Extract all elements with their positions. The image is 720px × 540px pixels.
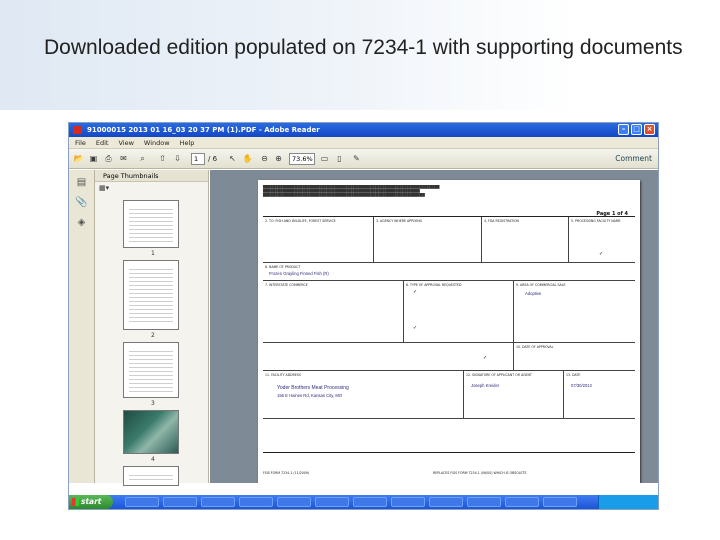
select-tool-icon[interactable]: ↖	[229, 154, 236, 163]
thumbnails-options-icon[interactable]: ▦▾	[99, 184, 110, 192]
thumbnails-header	[95, 170, 208, 182]
zoom-in-icon[interactable]: ⊕	[275, 154, 282, 163]
windows-taskbar	[69, 495, 659, 509]
thumbnail-page-number: 3	[151, 400, 155, 407]
menu-bar	[69, 137, 658, 149]
handwritten-facility: Yoder Brothers Meat Processing	[277, 385, 349, 391]
taskbar-item[interactable]	[429, 497, 463, 507]
page-thumbnails-panel	[95, 170, 209, 483]
close-button[interactable]: ×	[644, 124, 655, 135]
form-row	[263, 281, 635, 343]
comment-button[interactable]: Comment	[615, 154, 652, 163]
field-label: 2. TO: FISH AND WILDLIFE, FOREST SERVICE	[265, 219, 336, 223]
thumbnail-page[interactable]	[123, 200, 179, 248]
menu-edit[interactable]: Edit	[95, 139, 109, 147]
taskbar-item[interactable]	[391, 497, 425, 507]
print-icon[interactable]: ⎙	[105, 154, 112, 163]
field-label: 12. SIGNATURE OF APPLICANT OR AGENT	[466, 373, 532, 377]
fit-width-icon[interactable]: ▯	[337, 154, 342, 163]
taskbar-item[interactable]	[505, 497, 539, 507]
pages-icon[interactable]: ▤	[76, 177, 87, 188]
menu-file[interactable]: File	[75, 139, 86, 147]
taskbar-item[interactable]	[353, 497, 387, 507]
start-label: start	[81, 497, 102, 506]
handwritten-address: 156 E Haines Rd, Kansas City, MO	[277, 393, 343, 398]
footer-replaces: REPLACES FSIS FORM 7234-1 (06/00) WHICH IS OBSOLETE	[433, 471, 527, 475]
zoom-level-input[interactable]: 73.6%	[289, 153, 315, 165]
find-icon[interactable]: ⌕	[140, 154, 145, 163]
sign-icon[interactable]: ✎	[353, 154, 360, 163]
attachments-icon[interactable]: 📎	[75, 197, 88, 208]
thumbnail-page-number: 2	[151, 332, 155, 339]
form-divider	[263, 439, 635, 453]
handwritten-date: 07/30/2012	[571, 383, 592, 388]
footer-form-number: FSIS FORM 7234-1 (11/2009)	[263, 471, 310, 475]
document-view[interactable]	[210, 170, 659, 483]
taskbar-item[interactable]	[163, 497, 197, 507]
start-button[interactable]	[69, 495, 113, 509]
taskbar-item[interactable]	[467, 497, 501, 507]
page-of-label: Page 1 of 4	[596, 211, 628, 217]
handwritten-product: Frozen Grayling Finned Fish (R)	[269, 271, 329, 276]
window-controls	[618, 124, 655, 135]
thumbnail-page[interactable]	[123, 466, 179, 486]
checkmark: ✓	[599, 251, 604, 257]
slide-title: Downloaded edition populated on 7234-1 with supporting documents	[44, 36, 683, 59]
page-total: / 6	[208, 155, 218, 163]
taskbar-item[interactable]	[277, 497, 311, 507]
windows-logo-icon	[72, 498, 79, 506]
checkmark: ✓	[413, 289, 418, 295]
taskbar-item[interactable]	[201, 497, 235, 507]
thumbnail-page[interactable]	[123, 260, 179, 330]
field-label: 5. PROCESSING FACILITY NAME	[571, 219, 621, 223]
taskbar-item[interactable]	[125, 497, 159, 507]
open-icon[interactable]: 📂	[73, 154, 84, 163]
document-page	[258, 180, 640, 483]
form-row	[263, 263, 635, 281]
handwritten-signature: Joseph Kreider	[471, 383, 500, 388]
field-label: 9. AREA OF COMMERCIAL SALE	[516, 283, 566, 287]
form-row	[263, 343, 635, 371]
hand-tool-icon[interactable]: ✋	[242, 154, 253, 163]
taskbar-item[interactable]	[543, 497, 577, 507]
form-instructions: ████████████████████████████████████████████████████████████████████████ ████████████████████████████████████████████████████████████████ ██████████████████████████████████████████████████████████████████	[263, 185, 440, 197]
adobe-reader-icon	[73, 126, 82, 134]
toolbar	[69, 149, 658, 169]
field-label: 7. INTERSTATE COMMERCE	[265, 283, 308, 287]
next-page-icon[interactable]: ⇩	[174, 154, 181, 163]
field-label: 4. FDA REGISTRATION	[484, 219, 519, 223]
checkmark: ✓	[413, 325, 418, 331]
menu-window[interactable]: Window	[143, 139, 170, 147]
field-label: 6. NAME OF PRODUCT	[265, 265, 301, 269]
checkmark: ✓	[483, 355, 488, 361]
field-label: 8. TYPE OF APPROVAL REQUESTED	[406, 283, 462, 287]
thumbnail-page-photo[interactable]	[123, 410, 179, 454]
field-label: 11. FACILITY ADDRESS	[265, 373, 301, 377]
form-footer	[263, 469, 635, 479]
adobe-reader-screenshot	[68, 122, 659, 510]
handwritten-approval: Adoptive	[525, 291, 542, 296]
form-row	[263, 217, 635, 263]
thumbnail-page[interactable]	[123, 342, 179, 398]
previous-page-icon[interactable]: ⇧	[159, 154, 166, 163]
zoom-out-icon[interactable]: ⊖	[261, 154, 268, 163]
system-tray[interactable]	[598, 495, 659, 509]
window-titlebar	[69, 123, 658, 137]
menu-view[interactable]: View	[118, 139, 134, 147]
field-label: 10. DATE OF APPROVAL	[516, 345, 554, 349]
form-table	[263, 216, 635, 439]
window-title: 91000015 2013 01 16_03 20 37 PM (1).PDF - Adobe Reader	[87, 126, 320, 134]
field-label: 13. DATE	[566, 373, 581, 377]
email-icon[interactable]: ✉	[120, 154, 127, 163]
thumbnail-page-number: 1	[151, 250, 155, 257]
form-row	[263, 371, 635, 419]
maximize-button[interactable]: □	[631, 124, 642, 135]
thumbnails-title: Page Thumbnails	[103, 172, 159, 180]
navigation-pane-icons	[69, 170, 95, 483]
save-icon[interactable]: ▣	[89, 154, 98, 163]
page-number-input[interactable]: 1	[191, 153, 205, 165]
menu-help[interactable]: Help	[179, 139, 195, 147]
fit-page-icon[interactable]: ▭	[320, 154, 329, 163]
layers-icon[interactable]: ◈	[77, 217, 86, 228]
thumbnail-page-number: 4	[151, 456, 155, 463]
taskbar-item[interactable]	[315, 497, 349, 507]
taskbar-item[interactable]	[239, 497, 273, 507]
minimize-button[interactable]: –	[618, 124, 629, 135]
field-label: 3. AGENCY WHERE APPLYING	[376, 219, 423, 223]
